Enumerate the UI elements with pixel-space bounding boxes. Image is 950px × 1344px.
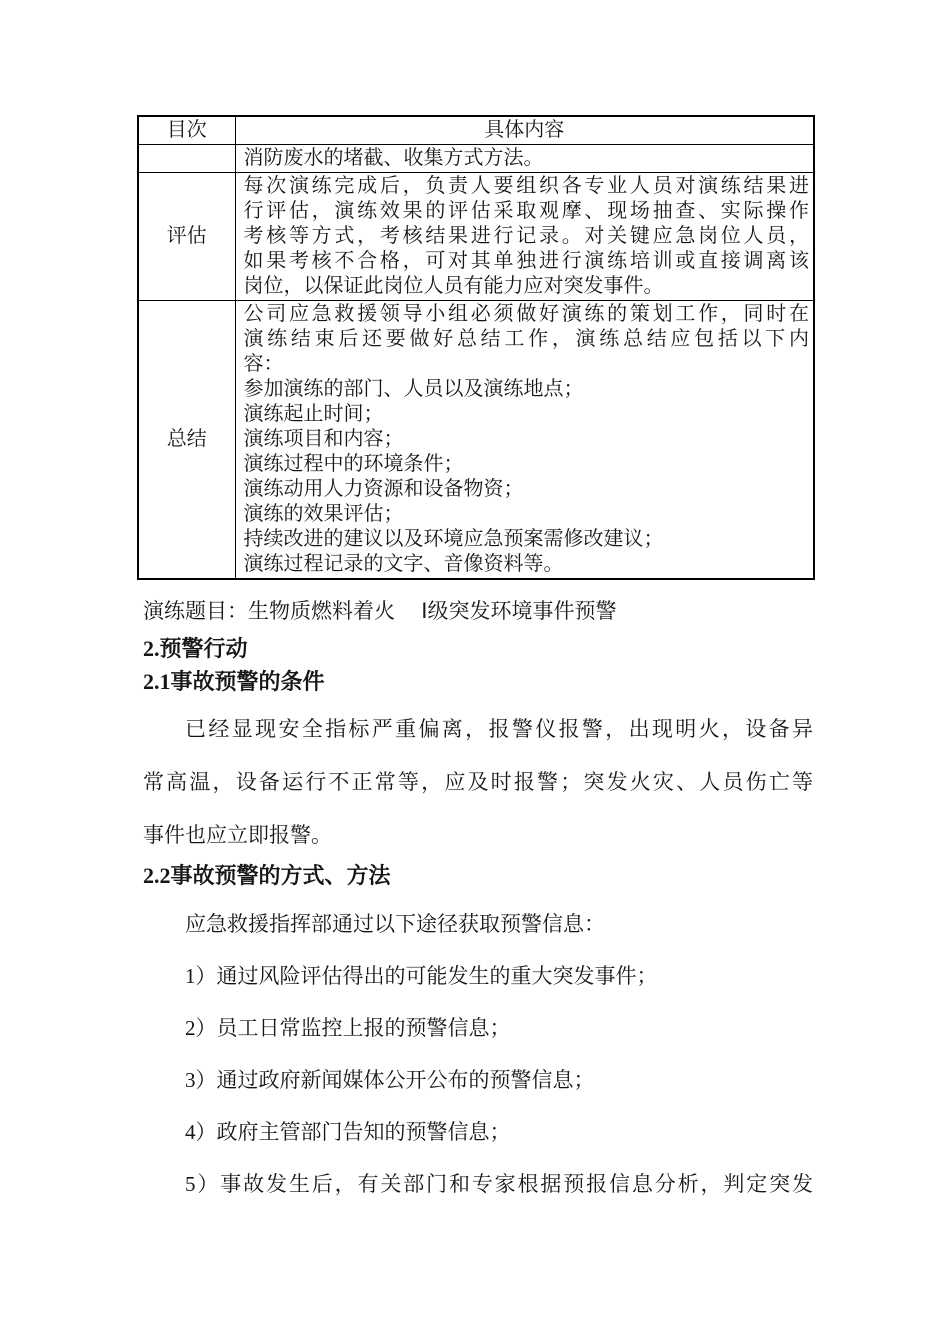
cell-line: 公司应急救援领导小组必须做好演练的策划工作，同时在 xyxy=(243,303,809,325)
cell-line: 演练结束后还要做好总结工作，演练总结应包括以下内 xyxy=(243,328,809,350)
cell-line: 演练过程记录的文字、音像资料等。 xyxy=(243,553,564,575)
paragraph-2-1 xyxy=(143,703,813,862)
list-item: 5）事故发生后，有关部门和专家根据预报信息分析，判定突发 xyxy=(185,1172,813,1196)
cell-line: 考核等方式，考核结果进行记录。对关键应急岗位人员， xyxy=(243,225,809,247)
paragraph-line: 常高温，设备运行不正常等，应及时报警；突发火灾、人员伤亡等 xyxy=(143,770,813,794)
cell-line: 如果考核不合格，可对其单独进行演练培训或直接调离该 xyxy=(243,250,809,272)
list-item: 4）政府主管部门告知的预警信息； xyxy=(185,1120,511,1144)
paragraph-line: 事件也应立即报警。 xyxy=(143,823,332,847)
cell-line: 行评估，演练效果的评估采取观摩、现场抽查、实际操作 xyxy=(243,200,809,222)
row-content-cell xyxy=(235,301,814,580)
cell-line: 演练项目和内容； xyxy=(243,428,404,450)
cell-line: 参加演练的部门、人员以及演练地点； xyxy=(243,378,584,400)
section-heading-2-2: 2.2事故预警的方式、方法 xyxy=(143,863,391,888)
list-item: 2）员工日常监控上报的预警信息； xyxy=(185,1016,511,1040)
cell-line: 消防废水的堵截、收集方式方法。 xyxy=(243,147,544,169)
section-heading-2-1: 2.1事故预警的条件 xyxy=(143,669,325,694)
table-header-row xyxy=(138,116,814,145)
section-heading-2: 2.预警行动 xyxy=(143,636,248,661)
cell-line: 演练动用人力资源和设备物资； xyxy=(243,478,524,500)
cell-line: 每次演练完成后，负责人要组织各专业人员对演练结果进 xyxy=(243,175,809,197)
row-content-cell xyxy=(235,173,814,301)
cell-line: 演练起止时间； xyxy=(243,403,384,425)
row-label-summary: 总结 xyxy=(138,301,235,580)
table-header-content: 具体内容 xyxy=(235,116,814,145)
cell-line: 持续改进的建议以及环境应急预案需修改建议； xyxy=(243,528,664,550)
drill-title-line: 演练题目：生物质燃料着火 Ⅰ级突发环境事件预警 xyxy=(143,599,617,623)
row-label-empty xyxy=(138,145,235,173)
list-intro-line: 应急救援指挥部通过以下途径获取预警信息： xyxy=(185,912,605,936)
drill-summary-table xyxy=(137,115,815,580)
cell-line: 容： xyxy=(243,353,284,375)
cell-line: 演练过程中的环境条件； xyxy=(243,453,464,475)
row-content-cell xyxy=(235,145,814,173)
paragraph-line: 已经显现安全指标严重偏离，报警仪报警，出现明火，设备异 xyxy=(185,717,813,741)
cell-line: 演练的效果评估； xyxy=(243,503,404,525)
warning-sources-list xyxy=(143,898,813,1210)
table-header-index: 目次 xyxy=(138,116,235,145)
list-item: 1）通过风险评估得出的可能发生的重大突发事件； xyxy=(185,964,658,988)
cell-line: 岗位，以保证此岗位人员有能力应对突发事件。 xyxy=(243,275,664,297)
table-row-evaluation xyxy=(138,173,814,301)
table-row-summary xyxy=(138,301,814,580)
row-label-evaluation: 评估 xyxy=(138,173,235,301)
table-row-continuation xyxy=(138,145,814,173)
list-item: 3）通过政府新闻媒体公开公布的预警信息； xyxy=(185,1068,595,1092)
